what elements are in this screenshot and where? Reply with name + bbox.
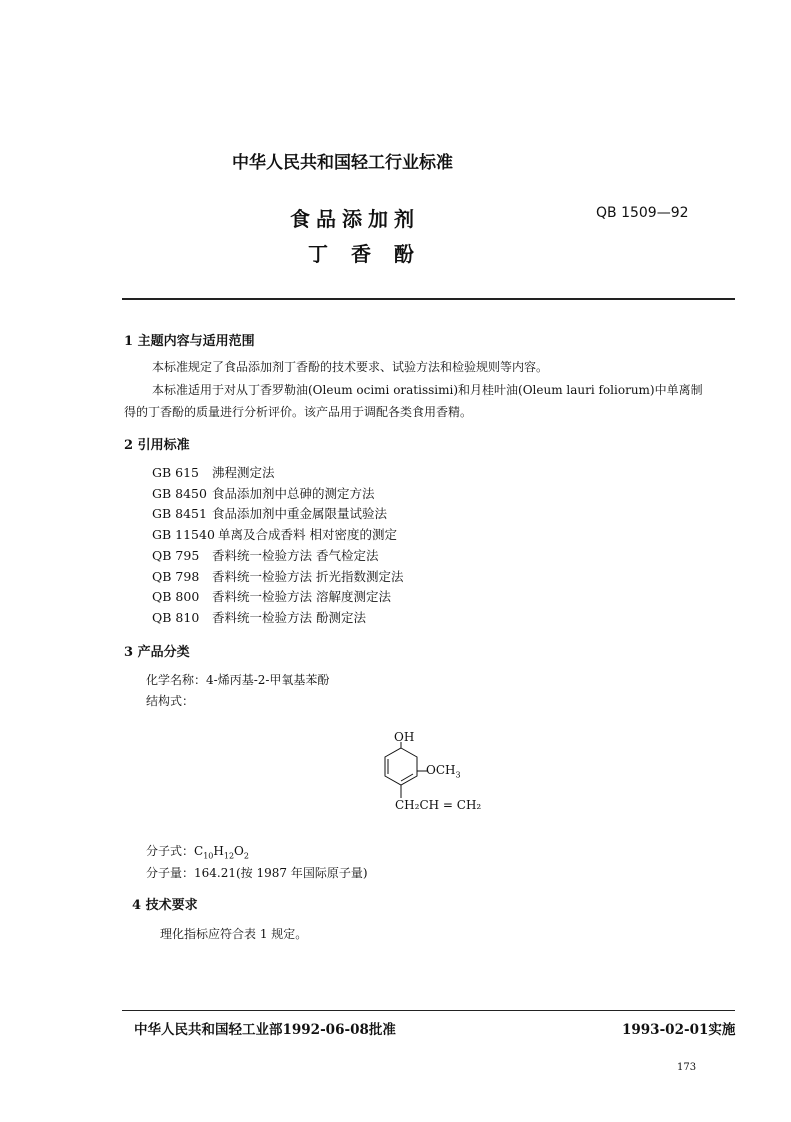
molecular-mass: 分子量：164.21(按 1987 年国际原子量) — [146, 866, 368, 880]
formula-c-n: 10 — [203, 851, 214, 861]
reference-item — [152, 525, 397, 543]
formula-h: H — [213, 844, 224, 858]
reference-item — [152, 567, 403, 585]
formula-o-n: 2 — [243, 851, 249, 861]
reference-title: 香料统一检验方法 折光指数测定法 — [212, 568, 404, 584]
reference-code: QB 800 — [152, 589, 200, 605]
formula-label: 分子式： — [146, 844, 195, 858]
reference-title: 沸程测定法 — [212, 465, 275, 480]
reference-code: QB 798 — [152, 568, 200, 584]
reference-code: GB 11540 — [152, 527, 215, 543]
footer-rule — [122, 1010, 735, 1011]
section2-heading: 2 引用标准 — [124, 438, 190, 453]
title-line2: 丁 香 酚 — [308, 242, 422, 266]
reference-code: GB 8450 — [152, 485, 207, 501]
section1-p2a: 本标准适用于对从丁香罗勒油(Oleum ocimi oratissimi)和月桂叶油(Oleum lauri foliorum)中单离制 — [152, 383, 703, 397]
reference-item — [152, 463, 275, 481]
allyl-chain: CH₂CH = CH₂ — [395, 798, 482, 812]
chemical-name: 化学名称：4-烯丙基-2-甲氧基苯酚 — [146, 673, 330, 687]
section1-p1: 本标准规定了食品添加剂丁香酚的技术要求、试验方法和检验规则等内容。 — [152, 360, 549, 374]
standard-number: QB 1509—92 — [596, 205, 689, 221]
reference-title: 食品添加剂中总砷的测定方法 — [212, 485, 375, 501]
section1-p2b: 得的丁香酚的质量进行分析评价。该产品用于调配各类食用香精。 — [124, 405, 473, 419]
och3-text: OCH — [426, 763, 456, 777]
reference-title: 食品添加剂中重金属限量试验法 — [212, 506, 388, 522]
title-line1: 食品添加剂 — [290, 207, 420, 231]
reference-code: GB 8451 — [152, 506, 207, 522]
formula-o: O — [234, 844, 244, 858]
reference-item — [152, 608, 366, 626]
reference-item — [152, 546, 378, 564]
section1-heading: 1 主题内容与适用范围 — [124, 334, 255, 349]
reference-title: 香料统一检验方法 酚测定法 — [212, 609, 366, 625]
och3-sub: 3 — [455, 770, 461, 780]
implementation: 1993-02-01实施 — [622, 1022, 736, 1038]
reference-title: 香料统一检验方法 溶解度测定法 — [212, 589, 391, 605]
section3-heading: 3 产品分类 — [124, 645, 190, 660]
molecular-formula — [146, 842, 249, 860]
reference-item — [152, 587, 391, 605]
formula-c: C — [194, 844, 204, 858]
section4-p1: 理化指标应符合表 1 规定。 — [160, 927, 308, 941]
approval: 中华人民共和国轻工业部1992-06-08批准 — [134, 1022, 396, 1038]
section4-heading: 4 技术要求 — [132, 898, 198, 913]
structure-label: 结构式： — [146, 694, 195, 708]
ministry-standard: 中华人民共和国轻工行业标准 — [232, 153, 453, 173]
reference-code: GB 615 — [152, 465, 200, 480]
oh-group: OH — [394, 730, 415, 744]
formula-h-n: 12 — [223, 851, 235, 861]
header-rule — [122, 298, 735, 300]
reference-code: QB 795 — [152, 547, 200, 563]
page-number: 173 — [677, 1062, 697, 1073]
benzene-ring — [375, 742, 435, 802]
reference-item — [152, 484, 375, 502]
reference-title: 单离及合成香料 相对密度的测定 — [218, 527, 397, 543]
reference-item — [152, 504, 387, 522]
reference-code: QB 810 — [152, 609, 200, 625]
reference-title: 香料统一检验方法 香气检定法 — [212, 547, 379, 563]
